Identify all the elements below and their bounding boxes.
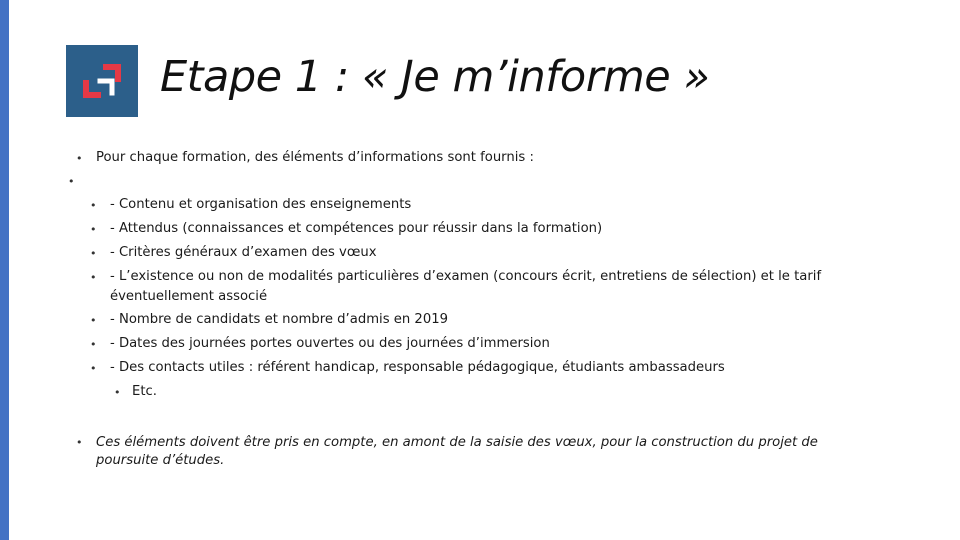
bullet-icon: • xyxy=(76,436,83,449)
bullet-icon: • xyxy=(90,314,97,327)
list-item-etc: Etc. xyxy=(132,384,157,399)
bullet-icon: • xyxy=(90,199,97,212)
list-item: - Dates des journées portes ouvertes ou des journées d’immersion xyxy=(110,336,550,351)
bullet-icon: • xyxy=(90,338,97,351)
outro-text: Ces éléments doivent être pris en compte, en amont de la saisie des vœux, pour la construction du projet de poursuite d’études. xyxy=(96,435,818,468)
bullet-icon: • xyxy=(90,271,97,284)
bullet-icon: • xyxy=(90,223,97,236)
bullet-icon: • xyxy=(90,247,97,260)
list-item: - Nombre de candidats et nombre d’admis en 2019 xyxy=(110,312,448,327)
list-item: - Des contacts utiles : référent handicap, responsable pédagogique, étudiants ambassadeurs xyxy=(110,360,725,375)
bullet-icon: • xyxy=(114,386,121,399)
slide-title: Etape 1 : « Je m’informe » xyxy=(160,52,710,102)
list-item: - Contenu et organisation des enseignements xyxy=(110,197,412,212)
bullet-icon: • xyxy=(76,152,83,165)
bullet-icon: • xyxy=(90,362,97,375)
bullet-icon: • xyxy=(68,175,75,188)
list-item: - Critères généraux d’examen des vœux xyxy=(110,245,377,260)
list-item-continuation: éventuellement associé xyxy=(110,289,268,304)
list-item: - Attendus (connaissances et compétences pour réussir dans la formation) xyxy=(110,221,603,236)
intro-text: Pour chaque formation, des éléments d’informations sont fournis : xyxy=(96,150,534,165)
parcoursup-logo-icon xyxy=(66,45,138,117)
accent-bar xyxy=(0,0,9,540)
list-item: - L’existence ou non de modalités particulières d’examen (concours écrit, entretiens de sélection) et le tarif xyxy=(110,269,822,284)
